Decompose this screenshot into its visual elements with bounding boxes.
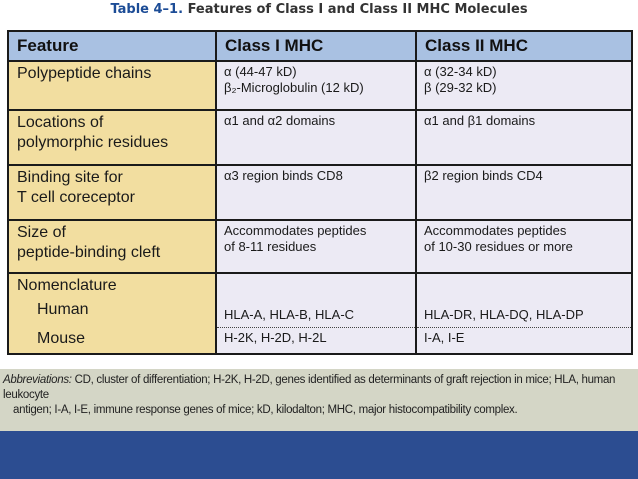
header-feature: Feature	[9, 32, 216, 61]
table-row	[9, 220, 631, 273]
table-row	[9, 165, 631, 220]
class1-cell	[216, 298, 416, 328]
class1-cell	[216, 273, 416, 297]
class1-cell	[216, 220, 416, 273]
class1-cell	[216, 61, 416, 110]
class1-cell	[216, 327, 416, 353]
class2-text: β (29-32 kD)	[424, 80, 497, 95]
class1-text: of 8-11 residues	[224, 239, 317, 255]
class2-cell	[416, 110, 631, 165]
abbreviations-line2: antigen; I-A, I-E, immune response genes of mice; kD, kilodalton; MHC, major histocompatibility complex.	[13, 404, 518, 416]
class2-cell	[416, 165, 631, 220]
class1-text: α1 and α2 domains	[224, 112, 336, 128]
feature-cell	[9, 165, 216, 220]
abbreviations-line1: CD, cluster of differentiation; H-2K, H-2D, genes identified as determinants of graft rejection in mice; HLA, human leukocyte	[3, 374, 616, 401]
feature-cell	[9, 61, 216, 110]
table-number: Table 4–1.	[110, 2, 184, 17]
table-row	[9, 327, 631, 353]
class2-cell	[416, 327, 631, 353]
class2-text: Accommodates peptides	[424, 223, 567, 239]
feature-cell	[9, 220, 216, 273]
class1-text: H-2K, H-2D, H-2L	[224, 329, 327, 345]
class2-cell	[416, 273, 631, 297]
feature-cell	[9, 298, 216, 328]
table-row	[9, 110, 631, 165]
feature-text: Size of	[17, 224, 66, 242]
class1-text: α3 region binds CD8	[224, 168, 343, 184]
feature-text: peptide-binding cleft	[17, 244, 161, 262]
class1-text: Accommodates peptides	[224, 223, 367, 239]
feature-text: Locations of	[17, 113, 104, 131]
feature-text: Polypeptide chains	[17, 65, 152, 82]
table-title	[0, 2, 638, 17]
class1-text: HLA-A, HLA-B, HLA-C	[224, 306, 355, 322]
class2-text: α1 and β1 domains	[424, 112, 536, 128]
feature-text: Nomenclature	[17, 277, 117, 295]
feature-text: Human	[37, 300, 89, 318]
feature-text: Mouse	[37, 330, 86, 348]
feature-text: polymorphic residues	[17, 133, 169, 151]
feature-cell	[9, 110, 216, 165]
class2-text: α (32-34 kD)	[424, 64, 497, 79]
class2-text: HLA-DR, HLA-DQ, HLA-DP	[424, 306, 584, 322]
class2-text: I-A, I-E	[424, 329, 465, 345]
feature-text: T cell coreceptor	[17, 189, 135, 207]
class1-text: β₂-Microglobulin (12 kD)	[224, 80, 364, 95]
class1-cell	[216, 165, 416, 220]
header-class1: Class I MHC	[216, 32, 416, 61]
header-class2: Class II MHC	[416, 32, 631, 61]
abbreviations-note	[0, 369, 638, 431]
header-row	[9, 32, 631, 61]
table-row	[9, 298, 631, 328]
class2-cell	[416, 298, 631, 328]
class2-cell	[416, 61, 631, 110]
feature-cell	[9, 327, 216, 353]
mhc-table	[7, 30, 633, 355]
table-row	[9, 61, 631, 110]
table-row	[9, 273, 631, 297]
class1-text: α (44-47 kD)	[224, 64, 297, 79]
feature-cell	[9, 273, 216, 297]
class1-cell	[216, 110, 416, 165]
table-title-text: Features of Class I and Class II MHC Molecules	[187, 2, 528, 17]
class2-text: of 10-30 residues or more	[424, 239, 573, 255]
class2-cell	[416, 220, 631, 273]
feature-text: Binding site for	[17, 169, 123, 187]
abbreviations-lead: Abbreviations:	[3, 374, 72, 386]
class2-text: β2 region binds CD4	[424, 168, 543, 184]
